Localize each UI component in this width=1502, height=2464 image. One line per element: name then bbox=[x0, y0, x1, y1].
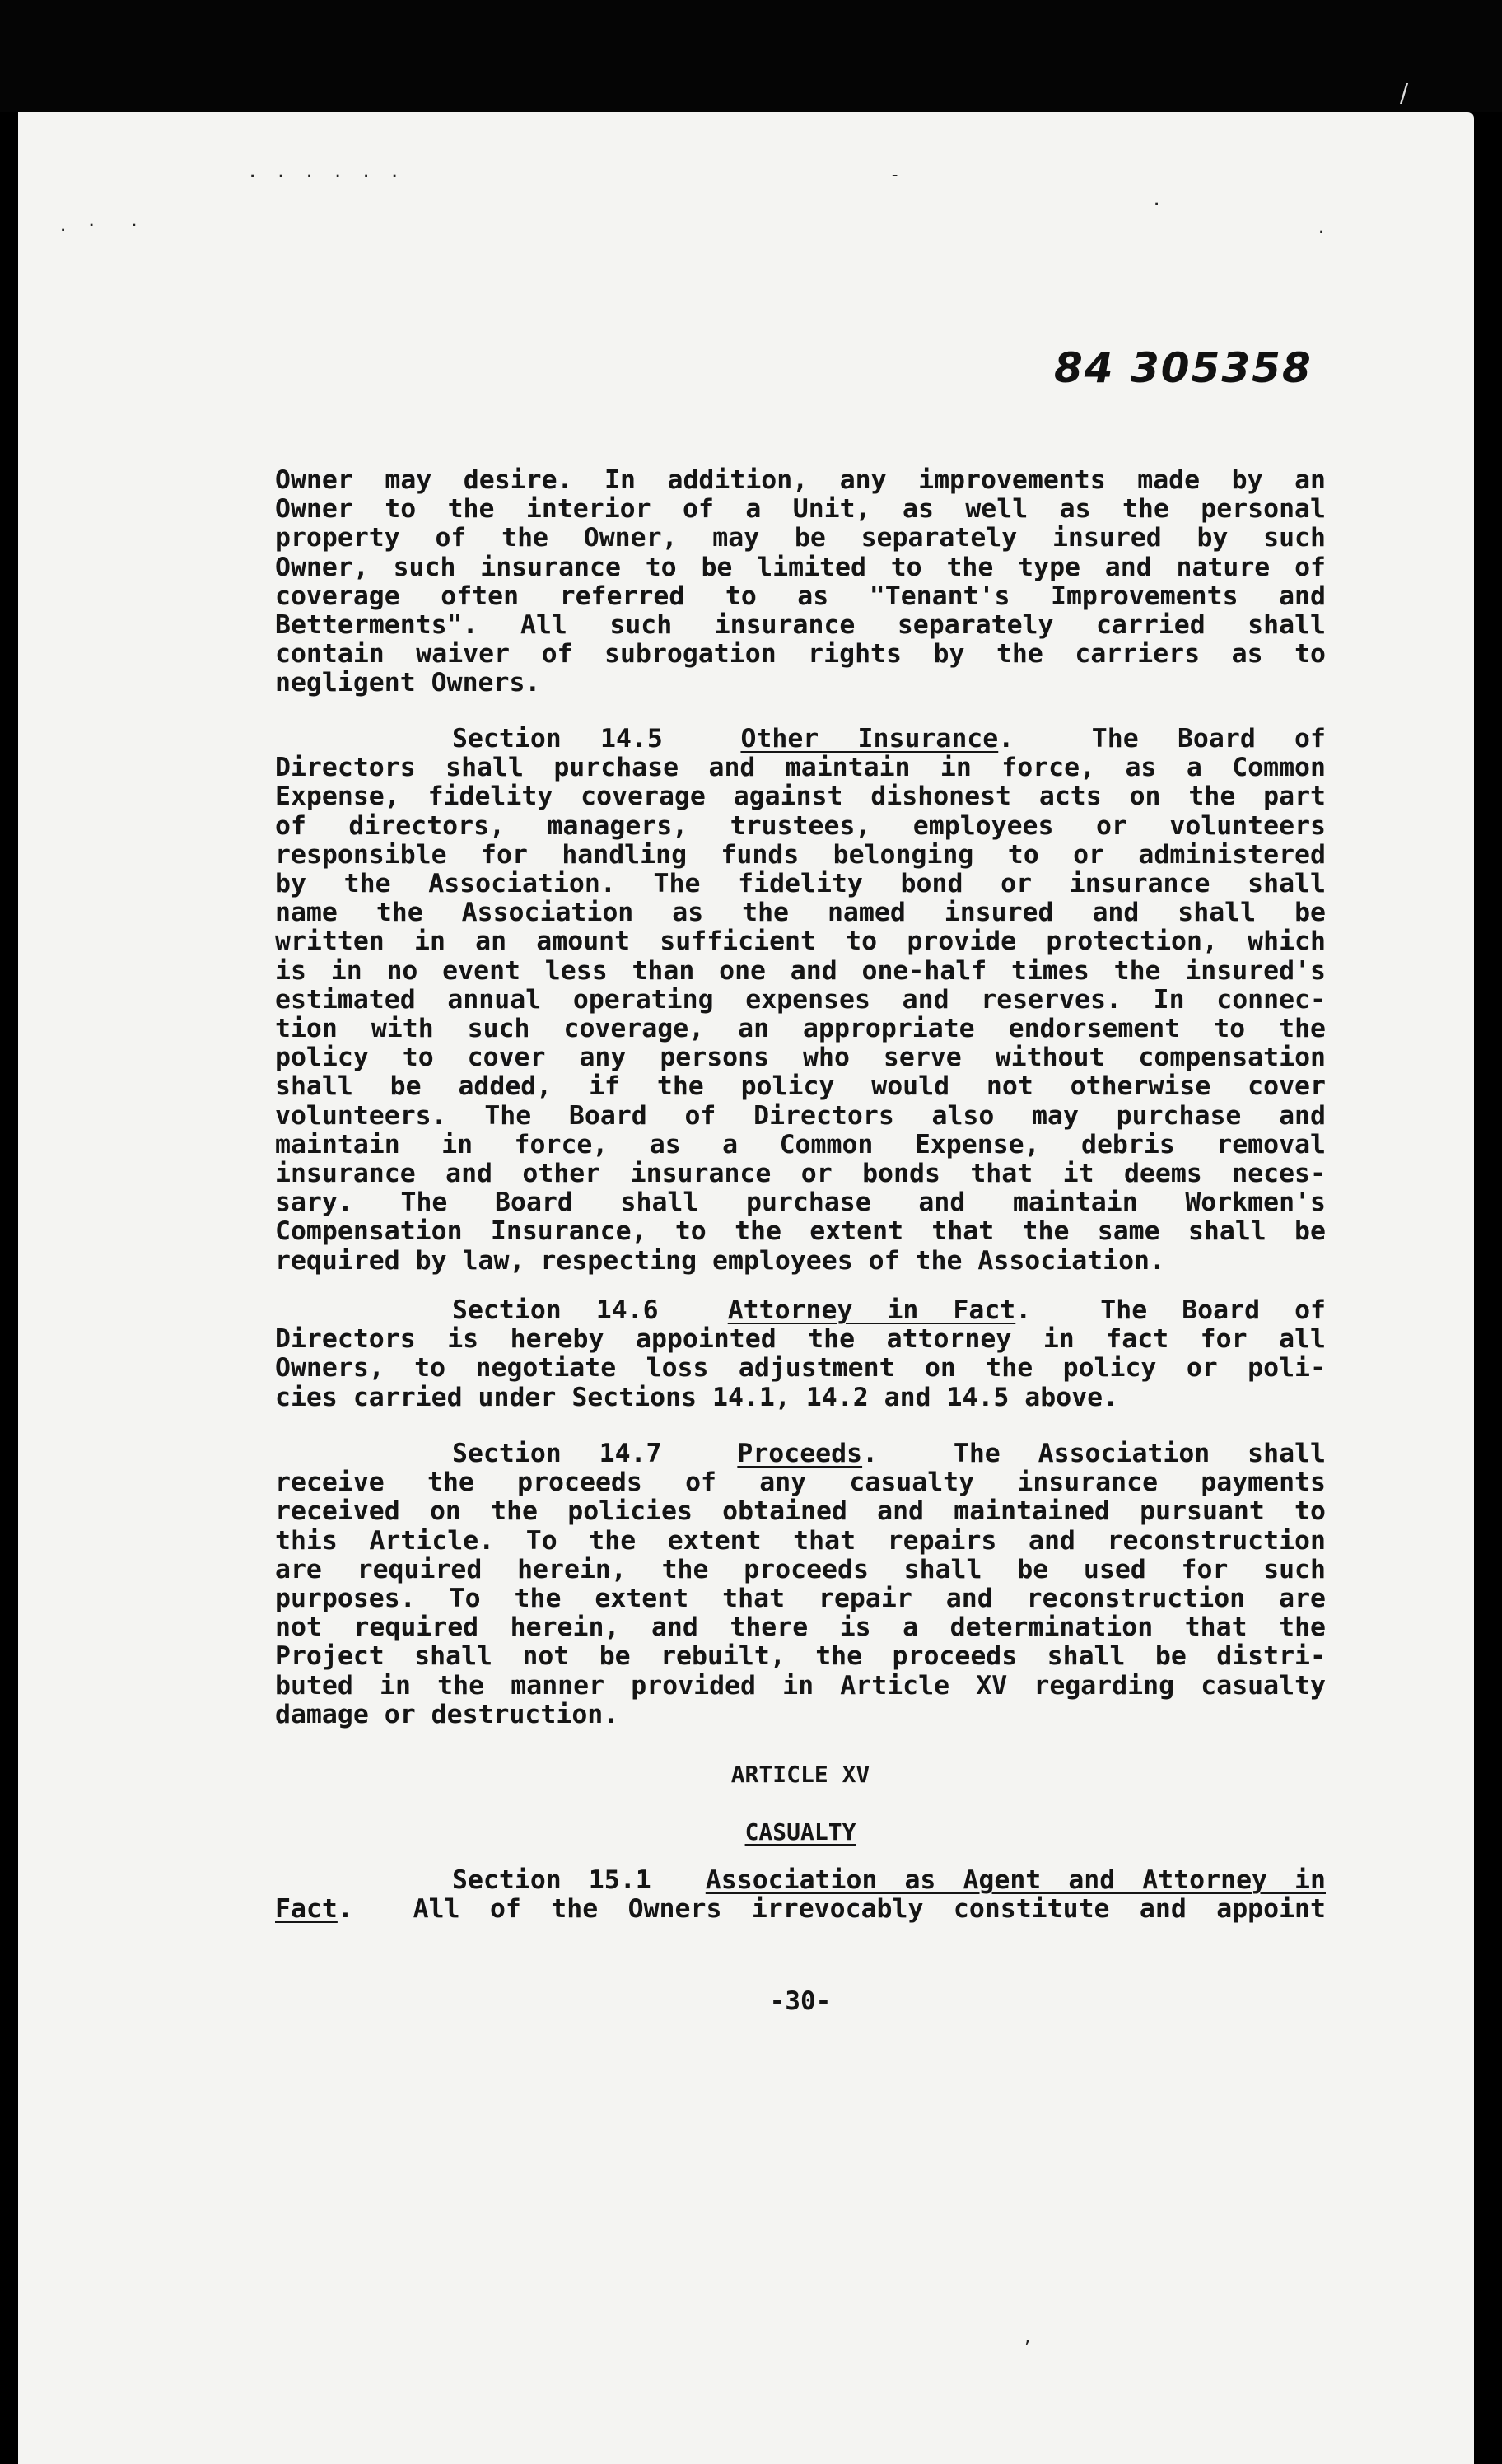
text-line: required by law, respecting employees of the Association. bbox=[275, 1245, 1165, 1276]
text-line: written in an amount sufficient to provide protection, which bbox=[275, 926, 1326, 957]
text-line: negligent Owners. bbox=[275, 668, 541, 698]
section-heading-line bbox=[275, 1866, 1326, 1895]
document-number: 84 305358 bbox=[1054, 344, 1313, 392]
text-line: not required herein, and there is a determination that the bbox=[275, 1612, 1326, 1643]
text-line: of directors, managers, trustees, employees or volunteers bbox=[275, 810, 1326, 841]
section-heading-line: Section 14.5 Other Insurance. The Board of bbox=[452, 724, 1326, 754]
scan-speck: · bbox=[1316, 222, 1331, 243]
text-line: Directors shall purchase and maintain in force, as a Common bbox=[275, 753, 1326, 783]
scan-mark: / bbox=[1400, 79, 1409, 108]
section-14-6 bbox=[275, 1296, 1326, 1412]
text-line: Directors is hereby appointed the attorney in fact for all bbox=[275, 1324, 1326, 1355]
paragraph-insurance-owner bbox=[275, 466, 1326, 698]
section-number: Section 14.7 bbox=[452, 1439, 662, 1468]
text-line: estimated annual operating expenses and reserves. In connec- bbox=[275, 984, 1326, 1015]
section-heading-line: Section 14.7 Proceeds. The Association shall bbox=[452, 1439, 1326, 1468]
text-line: maintain in force, as a Common Expense, debris removal bbox=[275, 1129, 1326, 1160]
section-number: Section 14.5 bbox=[452, 724, 663, 754]
text-line: Owner may desire. In addition, any improvements made by an bbox=[275, 465, 1326, 495]
text-line: this Article. To the extent that repairs and reconstruction bbox=[275, 1525, 1326, 1556]
text-line: Owners, to negotiate loss adjustment on the policy or poli- bbox=[275, 1353, 1326, 1384]
text-line: The Board of bbox=[1100, 1295, 1326, 1325]
scan-border-top bbox=[0, 0, 1502, 112]
text-line: damage or destruction. bbox=[275, 1699, 619, 1729]
text-line: Compensation Insurance, to the extent that the same shall be bbox=[275, 1216, 1326, 1247]
scan-speck: . · · bbox=[58, 216, 143, 236]
article-subtitle bbox=[275, 1818, 1326, 1846]
text-line: volunteers. The Board of Directors also may purchase and bbox=[275, 1100, 1326, 1131]
text-line: purposes. To the extent that repair and reconstruction are bbox=[275, 1584, 1326, 1614]
text-line: received on the policies obtained and maintained pursuant to bbox=[275, 1496, 1326, 1527]
section-14-7 bbox=[275, 1440, 1326, 1729]
article-subtitle-text: CASUALTY bbox=[744, 1818, 856, 1846]
text-line: by the Association. The fidelity bond or insurance shall bbox=[275, 869, 1326, 899]
text-line: The Board of bbox=[1091, 724, 1326, 754]
scan-speck: · bbox=[1151, 194, 1166, 215]
scan-speck: . . . . . . bbox=[247, 161, 403, 182]
text-line: receive the proceeds of any casualty insurance payments bbox=[275, 1468, 1326, 1498]
text-line: Betterments". All such insurance separately carried shall bbox=[275, 610, 1326, 641]
text-line: tion with such coverage, an appropriate endorsement to the bbox=[275, 1014, 1326, 1044]
text-line: cies carried under Sections 14.1, 14.2 and 14.5 above. bbox=[275, 1382, 1119, 1412]
scan-speck: - bbox=[889, 165, 904, 185]
section-heading-line: Section 14.6 Attorney in Fact. The Board of bbox=[452, 1295, 1326, 1325]
section-heading: Other Insurance bbox=[740, 724, 999, 754]
section-15-1 bbox=[275, 1866, 1326, 1924]
text-line: Owner to the interior of a Unit, as well as the personal bbox=[275, 494, 1326, 525]
section-14-5 bbox=[275, 725, 1326, 1276]
section-heading: Proceeds bbox=[737, 1439, 863, 1468]
text-line: contain waiver of subrogation rights by the carriers as to bbox=[275, 639, 1326, 670]
text-line: name the Association as the named insured and shall be bbox=[275, 898, 1326, 928]
text-line: Project shall not be rebuilt, the proceeds shall be distri- bbox=[275, 1641, 1326, 1672]
scan-mark: , bbox=[1024, 2324, 1031, 2347]
section-number: Section 15.1 bbox=[452, 1865, 651, 1895]
text-line: insurance and other insurance or bonds that it deems neces- bbox=[275, 1159, 1326, 1189]
text-line: The Association shall bbox=[953, 1439, 1326, 1468]
article-title: ARTICLE XV bbox=[730, 1761, 870, 1788]
text-line: sary. The Board shall purchase and maintain Workmen's bbox=[275, 1188, 1326, 1218]
text-line: Fact. All of the Owners irrevocably constitute and appoint bbox=[275, 1894, 1326, 1925]
text-line: coverage often referred to as "Tenant's Improvements and bbox=[275, 581, 1326, 611]
section-heading: Association as Agent and Attorney in bbox=[705, 1865, 1326, 1895]
text-line: responsible for handling funds belonging to or administered bbox=[275, 839, 1326, 870]
section-number: Section 14.6 bbox=[452, 1295, 659, 1325]
text-line: is in no event less than one and one-half times the insured's bbox=[275, 955, 1326, 986]
text-line: Owner, such insurance to be limited to the type and nature of bbox=[275, 552, 1326, 582]
text-line: are required herein, the proceeds shall be used for such bbox=[275, 1554, 1326, 1584]
text-line: policy to cover any persons who serve without compensation bbox=[275, 1043, 1326, 1073]
text-line: Expense, fidelity coverage against dishonest acts on the part bbox=[275, 782, 1326, 812]
section-heading-continued: Fact bbox=[275, 1894, 338, 1925]
text-line: property of the Owner, may be separately insured by such bbox=[275, 523, 1326, 553]
text-line: shall be added, if the policy would not otherwise cover bbox=[275, 1071, 1326, 1102]
text-line-rest: All of the Owners irrevocably constitute and appoint bbox=[413, 1894, 1326, 1925]
text-line: buted in the manner provided in Article XV regarding casualty bbox=[275, 1670, 1326, 1701]
section-heading: Attorney in Fact bbox=[727, 1295, 1016, 1325]
page-number: -30- bbox=[769, 1986, 832, 2016]
